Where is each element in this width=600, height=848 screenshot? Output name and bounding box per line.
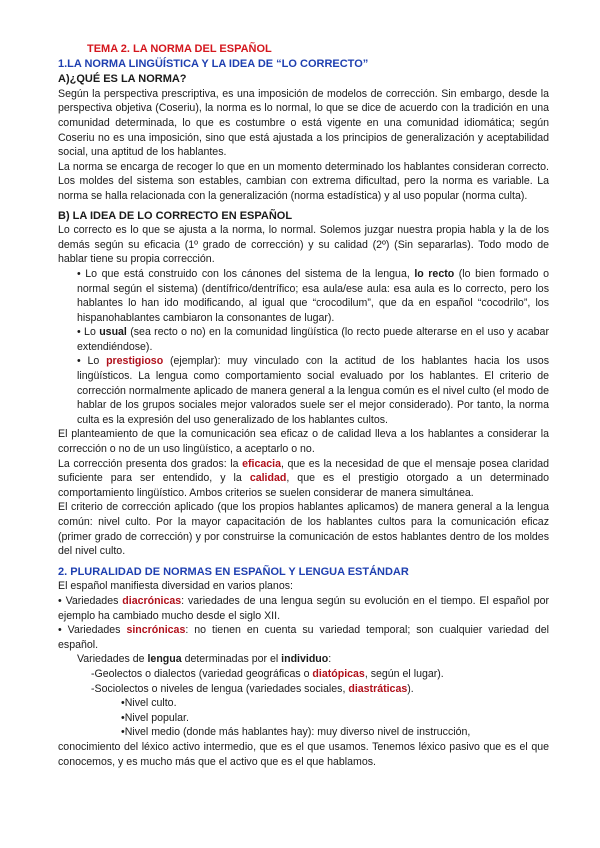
document-title: TEMA 2. LA NORMA DEL ESPAÑOL: [87, 43, 272, 55]
section-1-heading: 1.LA NORMA LINGÜÍSTICA Y LA IDEA DE “LO CORRECTO”: [58, 57, 369, 70]
paragraph: El criterio de corrección aplicado (que los propios hablantes aplicamos) de manera general a la lengua común: nivel culto. Por la mayor capacitación de los hablantes cultos para la comunicación eficaz (primer grado de corrección) y por construirse la comunicación de estos hablantes dentro de los moldes del nivel culto.: [58, 501, 549, 558]
list-item: • Variedades sincrónicas: no tienen en cuenta su variedad temporal; son cualquier variedad del español.: [58, 624, 549, 651]
paragraph: La norma se encarga de recoger lo que en un momento determinado los hablantes consideran correcto. Los moldes del sistema son estables, cambian con extrema dificultad, pero la norma es variable. La norma se halla relacionada con la generalización (norma estadística) y al uso popular (norma culta).: [58, 160, 549, 202]
list-item: Variedades de lengua determinadas por el individuo:: [77, 653, 332, 666]
subsection-b-heading: B) LA IDEA DE LO CORRECTO EN ESPAÑOL: [58, 209, 293, 222]
paragraph: conocimiento del léxico activo intermedio, que es el que usamos. Tenemos léxico pasivo que es el que conocemos, y es mucho más que el activo que es el que hablamos.: [58, 740, 549, 768]
list-item: •Nivel culto.: [121, 697, 177, 710]
list-item: • Lo usual (sea recto o no) en la comunidad lingüística (lo recto puede alterarse en el uso y acabar extendiéndose).: [77, 326, 549, 353]
list-item: • Variedades diacrónicas: variedades de una lengua según su evolución en el tiempo. El español por ejemplo ha cambiado mucho desde el siglo XII.: [58, 594, 550, 622]
paragraph: Según la perspectiva prescriptiva, es una imposición de modelos de corrección. Sin embargo, desde la perspectiva objetiva (Coseriu), la norma es lo normal, lo que se dice de acuerdo con la tradición en una comunidad determinada, lo que es costumbre o está vigente en una comunidad idiomática; según Coseriu no es una imposición, sino que está ajustada a los principios de generalización y aceptabilidad social, una aptitud de los hablantes.: [58, 87, 549, 159]
paragraph: El español manifiesta diversidad en varios planos:: [58, 580, 293, 593]
list-item: -Sociolectos o niveles de lengua (variedades sociales, diastráticas).: [91, 682, 414, 695]
list-item: • Lo prestigioso (ejemplar): muy vinculado con la actitud de los hablantes hacia los usos lingüísticos. La lengua como comportamiento social evaluado por los hablantes. El criterio de corrección normalmente aplicado de manera general a la lengua común es el nivel culto (el modo de hablar de los grupos sociales mejor valorados suele ser el mejor considerado). Por tanto, la norma culta es la expresión del uso generalizado de los hablantes cultos.: [77, 355, 549, 426]
list-item: •Nivel medio (donde más hablantes hay): muy diverso nivel de instrucción,: [121, 726, 471, 739]
list-item: • Lo que está construido con los cánones del sistema de la lengua, lo recto (lo bien formado o normal según el sistema) (dentífrico/dentrífico; esa aula/ese aula: esa aula es lo correcto, pero los hablantes lo han ido modificando, al igual que “crocodilum”, que da en español “cocodrilo”, los hispanohablantes cambiaron la consonantes de lugar).: [77, 267, 549, 324]
list-item: •Nivel popular.: [121, 711, 189, 724]
paragraph: La corrección presenta dos grados: la eficacia, que es la necesidad de que el mensaje posea claridad suficiente para ser entendido, y la calidad, que es el prestigio otorgado a un determinado comportamiento lingüístico. Ambos criterios se suelen considerar de manera simultánea.: [58, 457, 549, 499]
section-2-heading: 2. PLURALIDAD DE NORMAS EN ESPAÑOL Y LENGUA ESTÁNDAR: [58, 565, 409, 578]
subsection-a-heading: A)¿QUÉ ES LA NORMA?: [58, 73, 187, 86]
paragraph: El planteamiento de que la comunicación sea eficaz o de calidad lleva a los hablantes a considerar la corrección o no de un uso lingüístico, a aceptarlo o no.: [58, 428, 549, 456]
list-item: -Geolectos o dialectos (variedad geográficas o diatópicas, según el lugar).: [91, 667, 444, 680]
paragraph: Lo correcto es lo que se ajusta a la norma, lo normal. Solemos juzgar nuestra propia habla y la de los demás según su eficacia (1º grado de corrección) y su calidad (2º) (Sin separarlas). Todo modo de hablar tiene su propia corrección.: [58, 224, 549, 266]
document-page: [58, 42, 549, 769]
